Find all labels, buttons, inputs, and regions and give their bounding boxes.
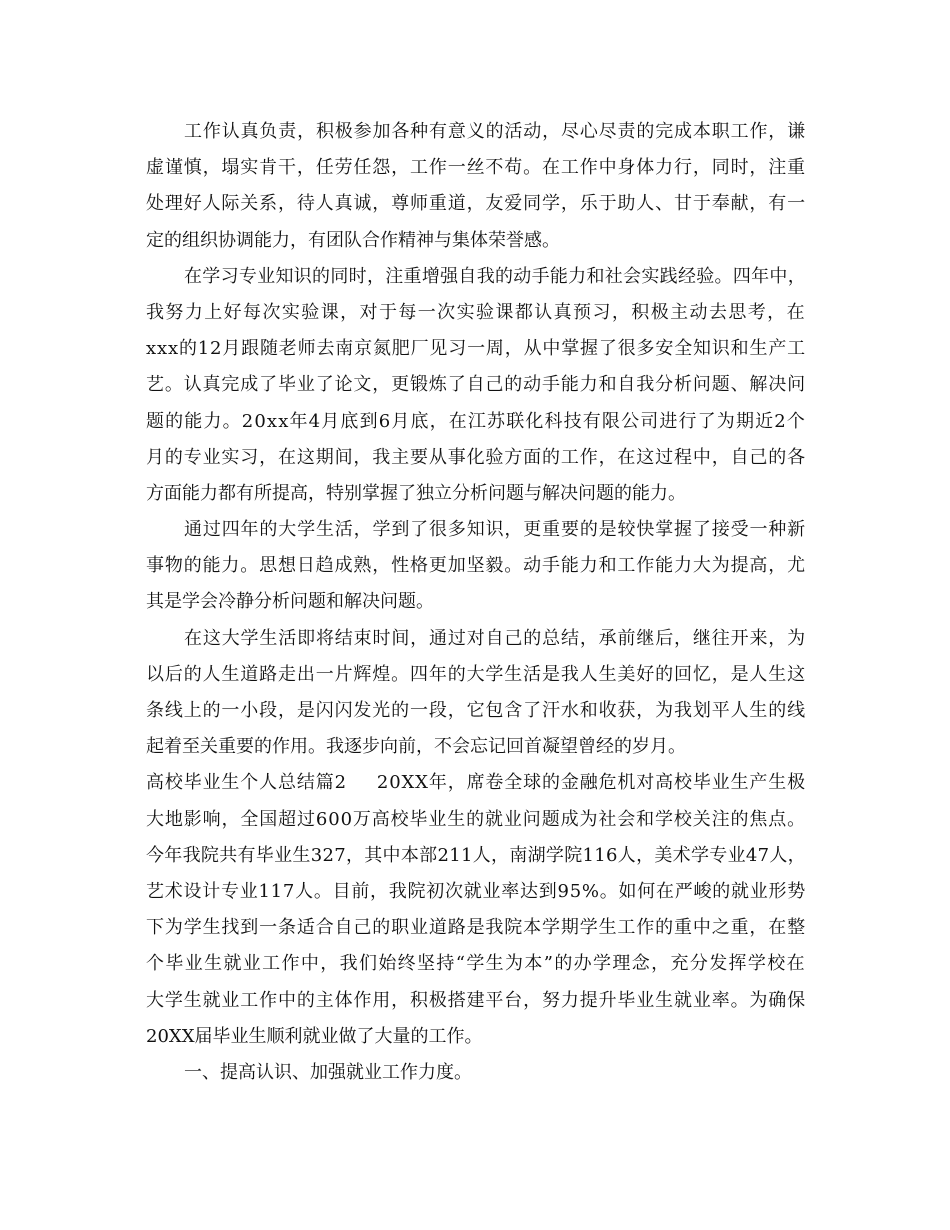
text-line [146,404,806,440]
text-line-content: 其是学会冷静分析问题和解决问题。 [146,591,434,613]
text-line-content: 今年我院共有毕业生327，其中本部211人，南湖学院116人，美术学专业47人， [146,844,806,866]
text-line-content: 通过四年的大学生活，学到了很多知识，更重要的是较快掌握了接受一种新 [184,519,806,541]
text-line-content: 艺。认真完成了毕业了论文，更锻炼了自己的动手能力和自我分析问题、解决问 [146,374,806,396]
text-line [146,584,806,620]
text-line-content: 虚谨慎，塌实肯干，任劳任怨，工作一丝不苟。在工作中身体力行，同时，注重 [146,157,806,179]
text-line-content: 事物的能力。思想日趋成熟，性格更加坚毅。动手能力和工作能力大为提高，尤 [146,555,806,577]
text-line-content: 艺术设计专业117人。目前，我院初次就业率达到95%。如何在严峻的就业形势 [146,880,806,902]
text-line [146,512,806,548]
text-line [146,693,806,729]
text-line [146,114,806,150]
text-line [146,657,806,693]
document-body [146,114,806,1091]
text-line [146,729,806,765]
text-line-content: 在这大学生活即将结束时间，通过对自己的总结，承前继后，继往开来，为 [184,627,806,649]
text-line-content: 定的组织协调能力，有团队合作精神与集体荣誉感。 [146,229,560,251]
text-line [146,476,806,512]
text-line [146,150,806,186]
text-line-content: 我努力上好每次实验课，对于每一次实验课都认真预习，积极主动去思考，在 [146,301,806,323]
text-line-content: 一、提高认识、加强就业工作力度。 [184,1061,472,1083]
text-line [146,874,806,910]
text-line [146,802,806,838]
text-line-content: 在学习专业知识的同时，注重增强自我的动手能力和社会实践经验。四年中， [184,265,806,287]
text-line [146,1019,806,1055]
text-line [146,331,806,367]
text-line [146,910,806,946]
text-line [146,186,806,222]
text-line [146,946,806,982]
text-line [146,765,806,801]
text-line-content: 20XX届毕业生顺利就业做了大量的工作。 [146,1025,483,1047]
text-line-content: 大地影响，全国超过600万高校毕业生的就业问题成为社会和学校关注的焦点。 [146,808,806,830]
text-line-content: 个毕业生就业工作中，我们始终坚持“学生为本”的办学理念，充分发挥学校在 [146,953,806,975]
text-line-content: 大学生就业工作中的主体作用，积极搭建平台，努力提升毕业生就业率。为确保 [146,989,806,1011]
text-line [146,295,806,331]
text-line-content: 下为学生找到一条适合自己的职业道路是我院本学期学生工作的重中之重，在整 [146,917,806,939]
text-line-content: 以后的人生道路走出一片辉煌。四年的大学生活是我人生美好的回忆，是人生这 [146,663,806,685]
text-line-content: 题的能力。20xx年4月底到6月底，在江苏联化科技有限公司进行了为期近2个 [146,410,806,432]
text-line-content: 高校毕业生个人总结篇2 [146,772,347,794]
text-line-content: 月的专业实习，在这期间，我主要从事化验方面的工作，在这过程中，自己的各 [146,446,806,468]
text-line [146,1055,806,1091]
text-line [146,440,806,476]
text-line-content: 处理好人际关系，待人真诚，尊师重道，友爱同学，乐于助人、甘于奉献，有一 [146,193,806,215]
text-line [146,548,806,584]
text-line-content: 20XX年，席卷全球的金融危机对高校毕业生产生极 [376,772,807,794]
text-line [146,367,806,403]
text-line-content: 条线上的一小段，是闪闪发光的一段，它包含了汗水和收获，为我划平人生的线 [146,700,806,721]
text-line-content: xxx的12月跟随老师去南京氮肥厂见习一周，从中掌握了很多安全知识和生产工 [146,338,806,360]
text-line [146,838,806,874]
text-line [146,223,806,259]
text-line [146,621,806,657]
text-line-content: 工作认真负责，积极参加各种有意义的活动，尽心尽责的完成本职工作，谦 [184,121,806,142]
text-line [146,983,806,1019]
text-line-content: 方面能力都有所提高，特别掌握了独立分析问题与解决问题的能力。 [146,482,686,504]
text-line [146,259,806,295]
text-line-content: 起着至关重要的作用。我逐步向前，不会忘记回首凝望曾经的岁月。 [146,736,686,758]
